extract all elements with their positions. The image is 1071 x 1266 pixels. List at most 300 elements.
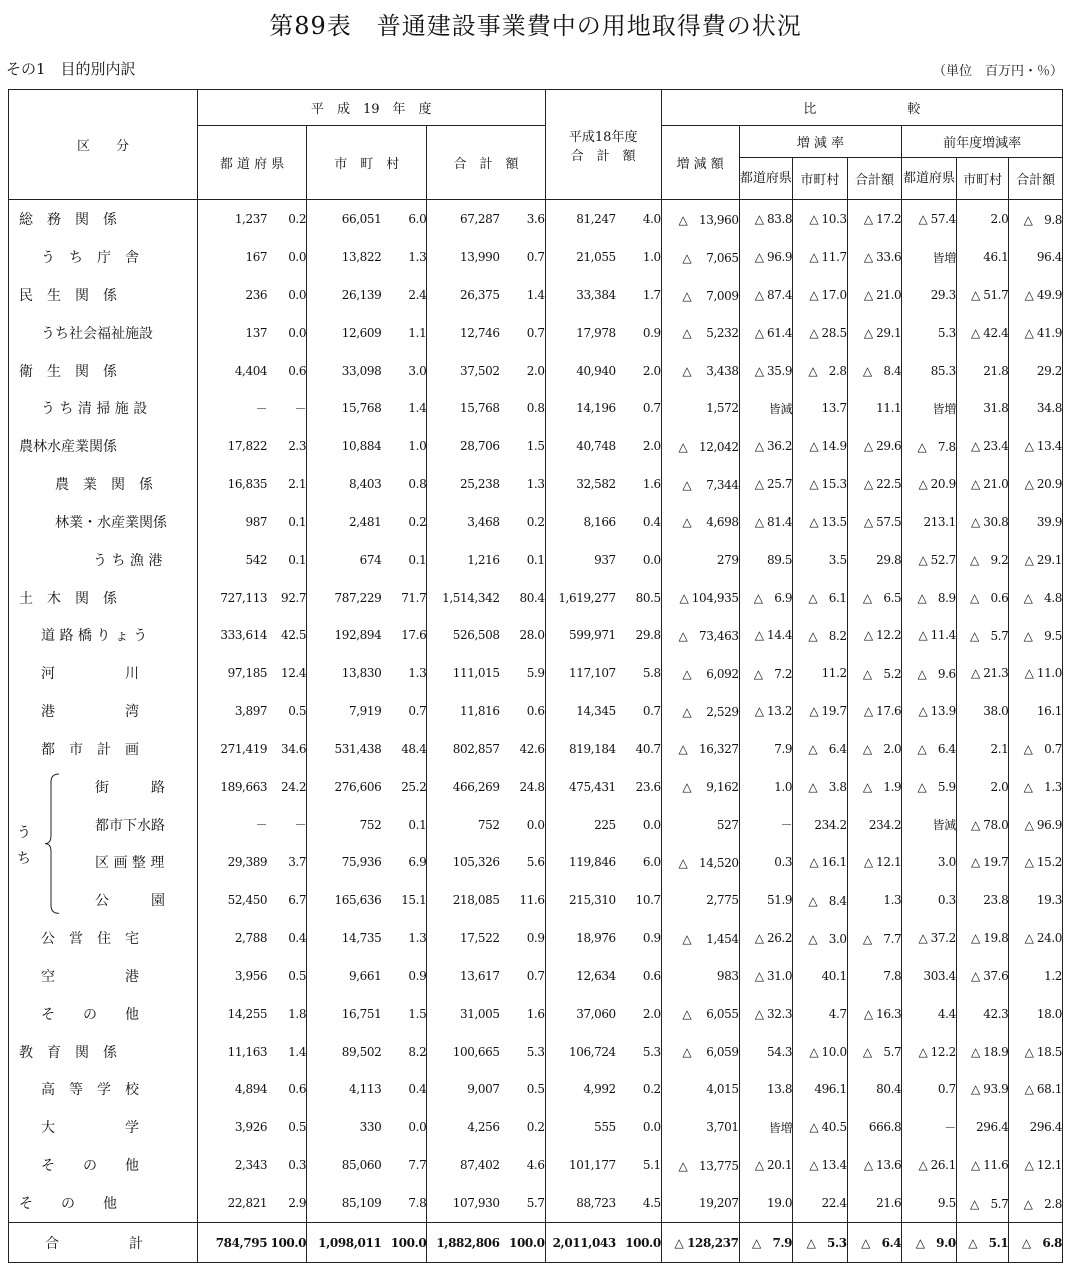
table-cell: 8,403 [348,477,382,492]
table-cell: △ 11.6 [956,1146,1009,1184]
row-label: 街 路 う ち [9,768,198,806]
table-cell: 2.0 [616,995,661,1033]
table-cell: 666.8 [847,1108,902,1146]
table-cell: 1,237 [234,212,268,227]
table-cell: 0.7 [616,692,661,730]
table-cell: △ 29.1 [847,314,902,352]
table-cell: 1.2 [1009,957,1063,995]
table-cell: 13.8 [739,1070,793,1108]
table-cell: 4.7 [793,995,848,1033]
table-row [9,352,1063,390]
table-cell: △ 57.4 [902,200,957,239]
table-cell: 19,207 [661,1184,739,1223]
table-cell: 215,310 [568,893,616,908]
table-cell: 189,663 [220,779,268,794]
row-label: そ の 他 [9,995,198,1033]
table-cell: 19.0 [739,1184,793,1223]
table-cell: 2.1 [267,465,306,503]
table-cell: 11,816 [459,704,500,719]
table-cell: 29,389 [227,855,268,870]
table-cell: 0.7 [902,1070,957,1108]
table-cell: △ 5.9 [902,768,957,806]
table-cell: 42.3 [956,995,1009,1033]
table-row [9,806,1063,844]
table-cell: △ 17.6 [847,692,902,730]
table-cell: 100.0 [267,1223,306,1263]
header-h18 [545,90,661,200]
table-cell: 0.1 [381,806,426,844]
table-cell: △ 10.3 [793,200,848,239]
table-cell: △ 7,065 [661,238,739,276]
table-cell: △ 20.9 [1009,465,1063,503]
table-cell: 80.4 [500,579,546,617]
table-cell: 54.3 [739,1033,793,1071]
table-cell: △ 13,960 [661,200,739,239]
table-cell: △ 19.7 [956,844,1009,882]
table-cell: 87,402 [459,1158,500,1173]
table-cell: △ 25.7 [739,465,793,503]
unit-note: （単位 百万円・％） [932,64,1063,79]
table-cell: 2.9 [267,1184,306,1223]
row-label: 民 生 関 係 [9,276,198,314]
table-cell: 1.1 [381,314,426,352]
row-label: 都市下水路 [9,806,198,844]
table-cell: △ 1.9 [847,768,902,806]
table-cell: 34.6 [267,730,306,768]
table-cell: 234.2 [847,806,902,844]
table-cell: △ 20.9 [902,465,957,503]
table-cell: 2,011,043 [545,1223,616,1263]
table-cell: 3.7 [267,844,306,882]
table-cell: 1.5 [381,995,426,1033]
table-cell: 555 [594,1120,616,1135]
table-cell: 0.7 [500,957,546,995]
table-cell: △ 6.4 [793,730,848,768]
table-cell: △ 7.7 [847,919,902,957]
table-cell: 5.6 [500,844,546,882]
table-row [9,427,1063,465]
table-cell: 24.2 [267,768,306,806]
table-cell: 85,109 [341,1196,382,1211]
table-cell: 599,971 [568,628,616,643]
table-cell: 0.4 [616,503,661,541]
table-cell: 213.1 [902,503,957,541]
table-cell: 26,139 [341,288,382,302]
table-cell: △ 12,042 [661,427,739,465]
table-cell: 0.0 [267,276,306,314]
table-cell: － [255,401,268,416]
table-cell: 0.4 [267,919,306,957]
table-cell: 38.0 [956,692,1009,730]
table-cell: △ 7.2 [739,654,793,692]
row-label: 土 木 関 係 [9,579,198,617]
header-h18-line2: 合 計 額 [570,148,636,164]
table-row [9,465,1063,503]
table-cell: △ 37.2 [902,919,957,957]
table-cell: 0.2 [500,1108,546,1146]
table-cell: 1,882,806 [427,1223,500,1263]
table-cell: 2.1 [956,730,1009,768]
header-prev-total: 合計額 [1009,158,1063,200]
table-cell: △ 5.2 [847,654,902,692]
table-cell: 101,177 [568,1158,616,1173]
table-cell: 1.3 [381,919,426,957]
table-cell: 0.9 [381,957,426,995]
table-cell: △ 35.9 [739,352,793,390]
table-cell: 2.4 [381,276,426,314]
table-cell: △ 5,232 [661,314,739,352]
table-cell: 9,007 [467,1082,500,1097]
table-cell: 1.7 [616,276,661,314]
table-cell: 8.2 [381,1033,426,1071]
table-cell: 11.1 [847,390,902,428]
table-cell: 0.0 [381,1108,426,1146]
table-cell: 3,468 [467,514,500,529]
table-cell: △ 83.8 [739,200,793,239]
table-cell: 89.5 [739,541,793,579]
table-cell: △ 31.0 [739,957,793,995]
table-cell: 7.8 [847,957,902,995]
table-cell: △ 29.6 [847,427,902,465]
table-cell: △ 29.1 [1009,541,1063,579]
table-cell: △ 78.0 [956,806,1009,844]
table-cell: 71.7 [381,579,426,617]
table-cell: 3,701 [661,1108,739,1146]
table-cell: △ 52.7 [902,541,957,579]
table-cell: 17,978 [576,325,616,340]
table-cell: 787,229 [334,590,382,605]
table-cell: 1.4 [381,390,426,428]
table-cell: 11.6 [500,881,546,919]
table-cell: 4,256 [467,1120,500,1135]
row-label: 都 市 計 画 [9,730,198,768]
table-cell: 40,748 [576,439,616,454]
table-cell: △ 14.9 [793,427,848,465]
table-cell: △ 2.8 [793,352,848,390]
table-cell: 218,085 [452,893,500,908]
table-cell: △ 4,698 [661,503,739,541]
table-cell: 0.9 [616,314,661,352]
table-cell: 496.1 [793,1070,848,1108]
table-cell: 皆減 [902,806,957,844]
table-cell: 17.6 [381,617,426,655]
table-cell: 2,481 [348,514,382,529]
table-row [9,541,1063,579]
table-cell: 21.6 [847,1184,902,1223]
table-cell: － [255,818,268,833]
table-cell: △ 11.4 [902,617,957,655]
row-label: 道 路 橋 り ょ う [9,617,198,655]
table-cell: 9.5 [902,1184,957,1223]
table-cell: 0.5 [267,692,306,730]
table-cell: 39.9 [1009,503,1063,541]
table-cell: △ 96.9 [739,238,793,276]
table-cell: △ 5.1 [956,1223,1009,1263]
table-cell: △ 2.0 [847,730,902,768]
header-prev-city: 市町村 [956,158,1009,200]
table-cell: 24.8 [500,768,546,806]
table-cell: △ 11.7 [793,238,848,276]
row-label: 空 港 [9,957,198,995]
uchi-label: う ち [17,824,31,867]
table-cell: 85,060 [341,1158,382,1173]
table-cell: 106,724 [568,1044,616,1059]
table-cell: － [267,806,306,844]
table-cell: 12.4 [267,654,306,692]
table-cell: 1.5 [500,427,546,465]
table-cell: 5.1 [616,1146,661,1184]
table-cell: △ 0.7 [1009,730,1063,768]
table-cell: △ 17.2 [847,200,902,239]
table-cell: 80.4 [847,1070,902,1108]
table-cell: △ 6.4 [902,730,957,768]
table-cell: 0.4 [381,1070,426,1108]
table-cell: 12,634 [576,968,616,983]
table-cell: 2.0 [956,768,1009,806]
table-cell: 11,163 [227,1044,268,1059]
table-cell: △ 32.3 [739,995,793,1033]
table-cell: △ 1,454 [661,919,739,957]
table-cell: 1,216 [467,552,500,567]
table-cell: △ 16.3 [847,995,902,1033]
table-cell: 234.2 [793,806,848,844]
table-cell: △ 8.4 [847,352,902,390]
table-cell: △ 11.0 [1009,654,1063,692]
table-cell: 皆増 [739,1108,793,1146]
table-cell: 526,508 [452,628,500,643]
table-cell: 14,255 [227,1006,268,1021]
table-cell: 1,572 [661,390,739,428]
table-row [9,1033,1063,1071]
header-city: 市 町 村 [307,126,427,200]
table-cell: 0.6 [616,957,661,995]
table-row [9,844,1063,882]
table-cell: △ 30.8 [956,503,1009,541]
table-cell: △ 0.6 [956,579,1009,617]
table-cell: 81,247 [576,212,616,227]
table-cell: 6.0 [616,844,661,882]
table-cell: 66,051 [341,212,382,227]
table-cell: △ 17.0 [793,276,848,314]
row-label: う ち 清 掃 施 設 [9,390,198,428]
table-row [9,617,1063,655]
table-cell: △ 15.2 [1009,844,1063,882]
table-cell: 0.8 [500,390,546,428]
table-cell: △ 6.8 [1009,1223,1063,1263]
table-cell: 12,746 [459,325,500,340]
table-cell: 33,098 [341,363,382,378]
table-cell: 0.3 [267,1146,306,1184]
table-cell: 542 [245,552,268,567]
table-cell: 21.8 [956,352,1009,390]
table-cell: － [739,806,793,844]
table-cell: △ 6.9 [739,579,793,617]
row-label: そ の 他 [9,1184,198,1223]
row-label: 合 計 [9,1223,198,1263]
table-cell: 0.9 [616,919,661,957]
table-cell: 5.9 [500,654,546,692]
table-cell: 2,788 [234,931,268,946]
table-cell: 0.6 [267,1070,306,1108]
table-cell: △ 7,009 [661,276,739,314]
header-rate: 増 減 率 [739,126,902,158]
header-rate-total: 合計額 [847,158,902,200]
table-cell: △ 61.4 [739,314,793,352]
table-cell: 29.8 [847,541,902,579]
table-cell: △ 13.2 [739,692,793,730]
table-cell: 16,835 [227,477,268,492]
table-cell: 22,821 [227,1196,268,1211]
table-cell: 14,345 [576,704,616,719]
table-cell: 279 [661,541,739,579]
table-cell: 13,617 [459,968,500,983]
table-cell: 0.2 [267,200,306,239]
table-cell: △ 12.1 [847,844,902,882]
table-cell: 303.4 [902,957,957,995]
table-cell: 107,930 [452,1196,500,1211]
row-label: 衛 生 関 係 [9,352,198,390]
row-label: 教 育 関 係 [9,1033,198,1071]
row-label: 農林水産業関係 [9,427,198,465]
table-cell: △ 7.9 [739,1223,793,1263]
row-label: 高 等 学 校 [9,1070,198,1108]
table-cell: △ 26.1 [902,1146,957,1184]
table-cell: △ 87.4 [739,276,793,314]
table-cell: 1.0 [616,238,661,276]
table-cell: 23.6 [616,768,661,806]
table-cell: 89,502 [341,1044,382,1059]
table-cell: 67,287 [459,212,500,227]
table-cell: 100.0 [500,1223,546,1263]
table-cell: △ 6.5 [847,579,902,617]
table-cell: 2.0 [500,352,546,390]
table-cell: 0.8 [381,465,426,503]
table-cell: △ 5.7 [956,617,1009,655]
table-cell: △ 24.0 [1009,919,1063,957]
header-pref: 都 道 府 県 [197,126,306,200]
table-cell: 29.8 [616,617,661,655]
table-cell: △ 19.8 [956,919,1009,957]
table-cell: △ 104,935 [661,579,739,617]
table-cell: △ 23.4 [956,427,1009,465]
table-cell: △ 73,463 [661,617,739,655]
table-cell: 2.0 [616,427,661,465]
table-cell: △ 93.9 [956,1070,1009,1108]
table-cell: 33,384 [576,288,616,302]
table-cell: 7.8 [381,1184,426,1223]
table-cell: 5.7 [500,1184,546,1223]
table-cell: △ 13,775 [661,1146,739,1184]
table-cell: 165,636 [334,893,382,908]
table-cell: 28.0 [500,617,546,655]
table-cell: 11.2 [793,654,848,692]
table-cell: 0.1 [267,541,306,579]
table-cell: 0.2 [381,503,426,541]
table-cell: △ 13.6 [847,1146,902,1184]
table-row [9,1146,1063,1184]
header-compare: 比 較 [661,90,1062,126]
table-cell: 2,775 [661,881,739,919]
table-cell: 1.0 [381,427,426,465]
table-cell: △ 16.1 [793,844,848,882]
table-cell: △ 13.9 [902,692,957,730]
header-prev-pref: 都道府県 [902,158,957,200]
table-cell: △ 42.4 [956,314,1009,352]
table-row [9,881,1063,919]
table-row [9,503,1063,541]
table-cell: 80.5 [616,579,661,617]
table-cell: △ 21.0 [956,465,1009,503]
table-cell: 236 [245,288,268,302]
table-cell: △ 7.8 [902,427,957,465]
header-total: 合 計 額 [427,126,545,200]
table-cell: 28,706 [459,439,500,454]
table-cell: △ 8.4 [793,881,848,919]
table-row [9,238,1063,276]
table-cell: 727,113 [220,590,268,605]
table-cell: △ 9.6 [902,654,957,692]
table-row [9,995,1063,1033]
table-cell: 330 [359,1120,382,1135]
table-row [9,1108,1063,1146]
table-cell: 16.1 [1009,692,1063,730]
table-cell: 85.3 [902,352,957,390]
table-row [9,314,1063,352]
header-h18-line1: 平成18年度 [568,129,638,145]
table-cell: 0.7 [500,314,546,352]
table-cell: 40.7 [616,730,661,768]
table-cell: 1.0 [739,768,793,806]
table-cell: 15,768 [341,401,382,416]
table-cell: 3.0 [902,844,957,882]
table-cell: 18,976 [576,931,616,946]
table-cell: △ 9,162 [661,768,739,806]
table-cell: 88,723 [576,1196,616,1211]
table-cell: △ 22.5 [847,465,902,503]
table-cell: 4.0 [616,200,661,239]
table-cell: 0.0 [616,806,661,844]
table-cell: 0.5 [500,1070,546,1108]
table-cell: 7,919 [348,704,382,719]
table-cell: 100.0 [616,1223,661,1263]
table-cell: 1.8 [267,995,306,1033]
table-cell: 100.0 [381,1223,426,1263]
table-cell: 117,107 [568,666,616,681]
table-cell: 3.0 [381,352,426,390]
table-cell: △ 12.1 [1009,1146,1063,1184]
table-cell: △ 18.5 [1009,1033,1063,1071]
table-cell: 4,992 [583,1082,616,1097]
table-cell: △ 2.8 [1009,1184,1063,1223]
table-cell: 0.7 [616,390,661,428]
table-cell: 15.1 [381,881,426,919]
table-cell: 752 [359,817,382,832]
table-cell: 0.1 [267,503,306,541]
table-cell: △ 9.2 [956,541,1009,579]
land-acquisition-table [8,89,1063,1263]
table-cell: 0.7 [500,238,546,276]
table-cell: 0.0 [267,314,306,352]
table-cell: 819,184 [568,741,616,756]
table-cell: △ 15.3 [793,465,848,503]
table-cell: 4.6 [500,1146,546,1184]
row-label: 区 画 整 理 [9,844,198,882]
table-cell: 40,940 [576,363,616,378]
table-cell: 31.8 [956,390,1009,428]
table-cell: 46.1 [956,238,1009,276]
table-cell: △ 21.3 [956,654,1009,692]
table-cell: △ 5.7 [847,1033,902,1071]
